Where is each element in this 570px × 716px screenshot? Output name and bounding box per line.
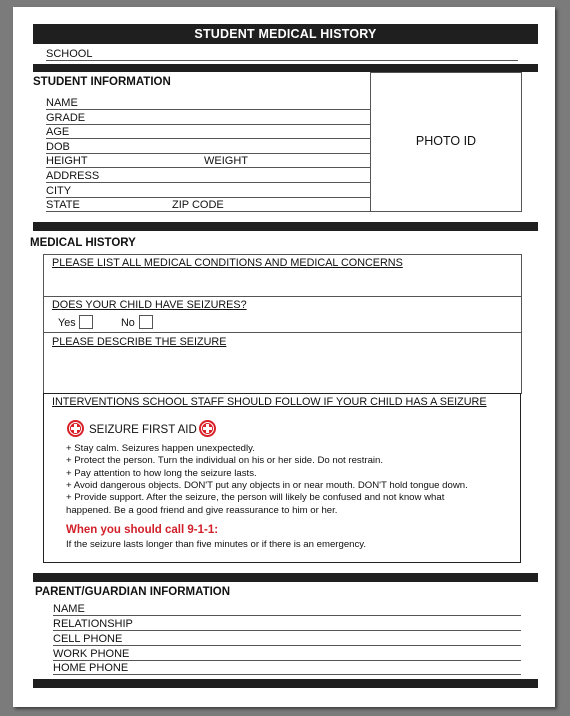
medical-cross-icon [199, 420, 216, 437]
section-divider [33, 64, 538, 72]
guardian-info-heading: PARENT/GUARDIAN INFORMATION [35, 586, 231, 598]
dob-line[interactable] [46, 153, 370, 154]
no-label: No [121, 317, 135, 329]
first-aid-item: happened. Be a good friend and give reassurance to him or her. [66, 505, 338, 516]
school-line[interactable] [46, 60, 518, 61]
yes-checkbox[interactable] [79, 315, 93, 329]
photo-id-box[interactable] [370, 72, 522, 212]
section-divider [33, 573, 538, 582]
interventions-prompt: INTERVENTIONS SCHOOL STAFF SHOULD FOLLOW IF YOUR CHILD HAS A SEIZURE [52, 396, 487, 408]
age-line[interactable] [46, 138, 370, 139]
guardian-name-label: NAME [53, 603, 85, 615]
grade-label: GRADE [46, 112, 86, 124]
describe-seizure-prompt: PLEASE DESCRIBE THE SEIZURE [52, 336, 227, 348]
call-911-title: When you should call 9-1-1: [66, 524, 219, 536]
dob-label: DOB [46, 141, 70, 153]
work-phone-line[interactable] [53, 660, 521, 661]
first-aid-item: + Pay attention to how long the seizure lasts. [66, 468, 257, 479]
weight-label: WEIGHT [204, 155, 248, 167]
home-phone-label: HOME PHONE [53, 662, 129, 674]
address-line[interactable] [46, 182, 370, 183]
section-divider [33, 222, 538, 231]
student-info-heading: STUDENT INFORMATION [33, 76, 171, 88]
first-aid-item: + Avoid dangerous objects. DON'T put any objects in or near mouth. DON'T hold tongue down. [66, 480, 468, 491]
yes-label: Yes [58, 317, 76, 329]
first-aid-item: + Provide support. After the seizure, the person will likely be confused and not know what [66, 492, 445, 503]
zip-label: ZIP CODE [172, 199, 224, 211]
first-aid-item: + Stay calm. Seizures happen unexpectedly. [66, 443, 255, 454]
name-label: NAME [46, 97, 78, 109]
medical-cross-icon [67, 420, 84, 437]
height-label: HEIGHT [46, 155, 88, 167]
first-aid-item: + Protect the person. Turn the individual on his or her side. Do not restrain. [66, 455, 384, 466]
section-divider [33, 679, 538, 688]
relationship-line[interactable] [53, 630, 521, 631]
no-checkbox[interactable] [139, 315, 153, 329]
photo-id-label: PHOTO ID [415, 134, 477, 148]
age-label: AGE [46, 126, 70, 138]
form-title: STUDENT MEDICAL HISTORY [33, 24, 538, 44]
state-label: STATE [46, 199, 80, 211]
medical-history-heading: MEDICAL HISTORY [30, 237, 136, 249]
home-phone-line[interactable] [53, 674, 521, 675]
cell-phone-label: CELL PHONE [53, 633, 123, 645]
work-phone-label: WORK PHONE [53, 648, 130, 660]
address-label: ADDRESS [46, 170, 100, 182]
conditions-prompt: PLEASE LIST ALL MEDICAL CONDITIONS AND MEDICAL CONCERNS [52, 257, 403, 269]
school-label: SCHOOL [46, 48, 93, 60]
grade-line[interactable] [46, 124, 370, 125]
first-aid-title: SEIZURE FIRST AID [89, 424, 197, 436]
name-line[interactable] [46, 109, 370, 110]
city-line[interactable] [46, 197, 370, 198]
relationship-label: RELATIONSHIP [53, 618, 133, 630]
call-911-text: If the seizure lasts longer than five minutes or if there is an emergency. [66, 539, 367, 550]
seizures-question: DOES YOUR CHILD HAVE SEIZURES? [52, 299, 247, 311]
city-label: CITY [46, 185, 72, 197]
height-weight-line[interactable] [46, 167, 370, 168]
guardian-name-line[interactable] [53, 615, 521, 616]
state-zip-line[interactable] [46, 211, 370, 212]
cell-phone-line[interactable] [53, 645, 521, 646]
form-page [13, 7, 555, 707]
